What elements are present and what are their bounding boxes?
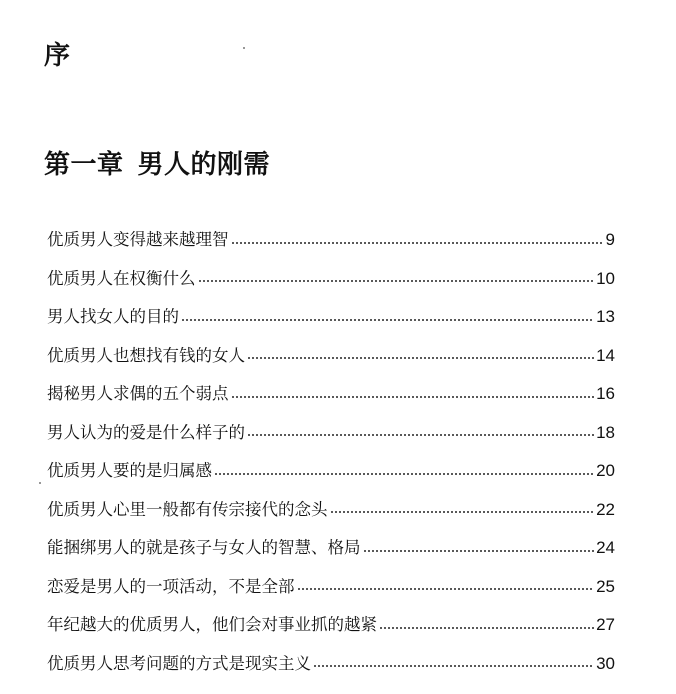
toc-entry-page: 25 [596,576,615,596]
toc-entry[interactable] [47,452,615,491]
toc-entry-page: 20 [596,461,615,480]
toc-entry-title: 男人找女人的目的 [47,307,179,326]
toc-entry-title: 优质男人在权衡什么 [47,268,196,288]
toc-entry-title: 能捆绑男人的就是孩子与女人的智慧、格局 [47,538,361,557]
dot-leader [231,242,604,244]
toc-entry-title: 优质男人要的是归属感 [47,461,212,480]
dot-leader [247,357,594,359]
chapter-title: 男人的刚需 [137,150,271,180]
toc-entry-page: 13 [596,307,615,326]
toc-entry[interactable] [47,529,615,568]
toc-entry-title: 年纪越大的优质男人，他们会对事业抓的越紧 [47,615,377,634]
chapter-heading [44,143,270,187]
toc-entry[interactable] [47,606,615,645]
preface-heading: 序 [44,41,71,71]
toc-entry-page: 27 [596,615,615,634]
scan-speck [243,47,245,49]
dot-leader [379,627,594,629]
toc-entry-title: 揭秘男人求偶的五个弱点 [47,384,229,403]
dot-leader [313,665,594,667]
toc-entry-page: 16 [596,384,615,403]
toc-entry-page: 18 [596,422,615,442]
dot-leader [363,550,595,552]
dot-leader [231,396,595,398]
dot-leader [247,434,594,436]
scan-speck [39,482,41,484]
dot-leader [297,588,595,590]
toc-entry-title: 优质男人思考问题的方式是现实主义 [47,653,311,673]
toc-entry-page: 22 [596,499,615,519]
toc-entry-page: 14 [596,345,615,365]
toc-entry-title: 优质男人心里一般都有传宗接代的念头 [47,499,328,519]
toc-entry-title: 优质男人变得越来越理智 [47,230,229,249]
toc-entry-page: 24 [596,538,615,557]
toc-entry[interactable] [47,337,615,376]
toc-entry[interactable] [47,221,615,260]
toc-entry-page: 10 [596,268,615,288]
toc-entry-page: 30 [596,653,615,673]
toc-entry[interactable] [47,645,615,684]
toc-entry-title: 男人认为的爱是什么样子的 [47,422,245,442]
toc-entry-page: 9 [605,230,615,249]
toc-entry[interactable] [47,298,615,337]
toc-entry[interactable] [47,414,615,453]
table-of-contents [47,221,615,683]
toc-entry[interactable] [47,491,615,530]
chapter-number: 第一章 [44,150,124,180]
toc-entry[interactable] [47,375,615,414]
toc-entry-title: 优质男人也想找有钱的女人 [47,345,245,365]
dot-leader [330,511,595,513]
dot-leader [214,473,594,475]
toc-entry[interactable] [47,568,615,607]
dot-leader [198,280,595,282]
dot-leader [181,319,594,321]
toc-entry-title: 恋爱是男人的一项活动，不是全部 [47,576,295,596]
toc-entry[interactable] [47,260,615,299]
